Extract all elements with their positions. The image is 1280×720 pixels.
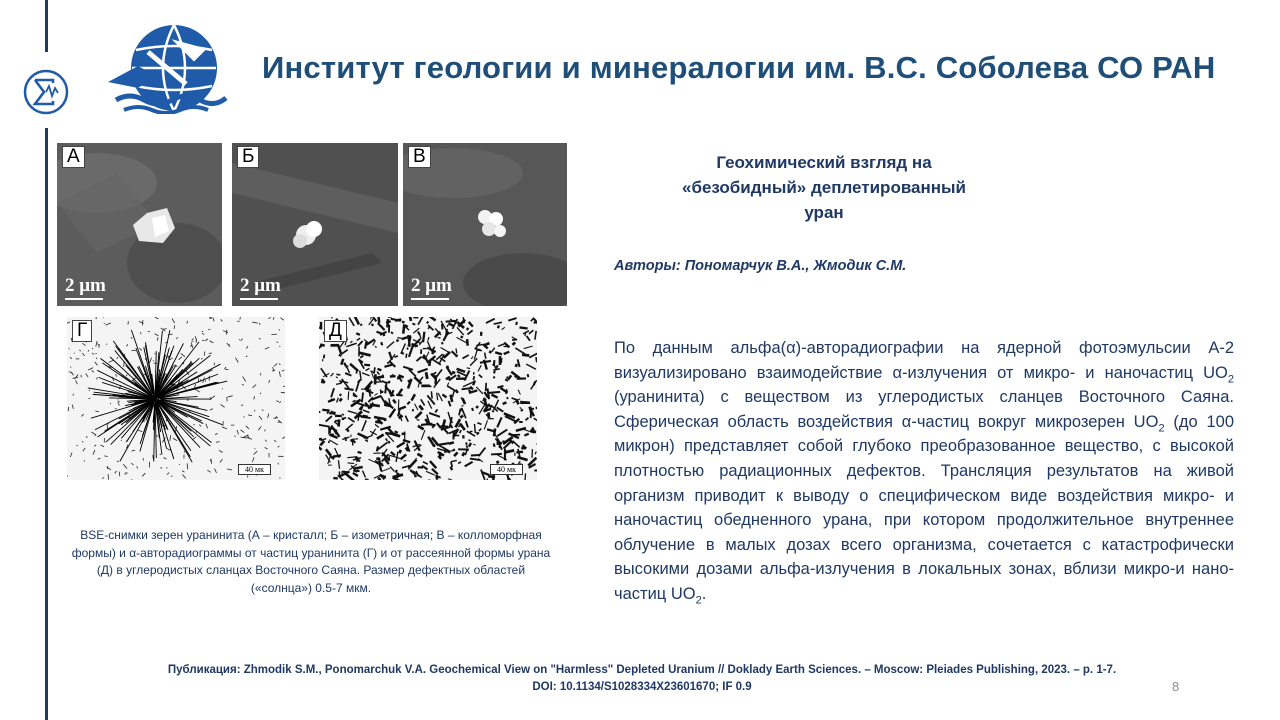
publication-reference [60, 662, 1224, 696]
emulsion-track [362, 392, 363, 402]
emulsion-track [439, 454, 442, 455]
body-part-3: (до 100 микрон) представляет собой глубоко преобразованное вещество, с высокой плотностью радиационных дефектов. Трансляция результатов на живой организм приводит к выводу о специфическом виде воздействия микро- и наночастиц обедненного урана, при котором продолжительное внутреннее облучение в малых дозах всего организма, сочетается с катастрофически высокими дозами альфа-излучения в локальных зонах, вблизи микро-и нано-частиц UO [614, 412, 1234, 603]
emulsion-track [492, 411, 494, 412]
emulsion-track [335, 420, 340, 421]
emulsion-track [525, 473, 526, 480]
left-accent-line-bottom [45, 128, 48, 720]
emulsion-track [368, 386, 370, 387]
emulsion-track [397, 338, 401, 339]
emulsion-track [436, 475, 437, 480]
emulsion-track [449, 442, 454, 444]
emulsion-track [528, 374, 529, 377]
scale-bar-a: 2 μm [65, 275, 106, 300]
emulsion-track [452, 372, 455, 373]
emulsion-track [458, 375, 460, 377]
emulsion-track [88, 350, 89, 352]
emulsion-track [328, 434, 334, 435]
emulsion-track [329, 441, 330, 443]
emulsion-track [473, 444, 475, 445]
emulsion-track [471, 455, 480, 456]
emulsion-track [320, 345, 325, 346]
emulsion-track [388, 441, 390, 442]
emulsion-track [472, 408, 473, 411]
emulsion-track [403, 324, 404, 333]
emulsion-track [469, 390, 471, 392]
emulsion-track [414, 476, 416, 477]
emulsion-track [525, 420, 527, 421]
autoradiogram-image-d [319, 317, 537, 480]
emulsion-track [381, 342, 382, 345]
body-part-2: (уранинита) с веществом из углеродистых сланцев Восточного Саяна. Сферическая область воздействия α-частиц вокруг микрозерен UO [614, 388, 1234, 431]
institute-title: Институт геологии и минералогии им. В.С. Соболева СО РАН [262, 50, 1216, 85]
emulsion-track [121, 440, 122, 441]
emulsion-track [407, 348, 408, 350]
emulsion-track [467, 449, 468, 451]
body-part-4: . [701, 584, 707, 603]
emulsion-track [353, 467, 362, 469]
emulsion-track [526, 418, 528, 420]
emulsion-track [462, 388, 472, 389]
emulsion-track [279, 346, 280, 347]
emulsion-track [339, 355, 342, 356]
emulsion-track [412, 323, 415, 324]
emulsion-track [421, 424, 432, 425]
panel-label-d: Д [324, 320, 347, 342]
emulsion-track [522, 355, 529, 356]
emulsion-track [377, 369, 381, 371]
emulsion-track [467, 328, 468, 330]
panel-label-b: Б [237, 146, 259, 168]
publication-citation: Публикация: Zhmodik S.M., Ponomarchuk V.A. Geochemical View on "Harmless" Depleted Uranium // Doklady Earth Sciences. – Moscow: Pleiades Publishing, 2023. – p. 1-7. [167, 664, 1117, 676]
publication-doi: DOI: 10.1134/S1028334X23601670; IF 0.9 [532, 681, 752, 693]
institute-globe-logo [108, 22, 228, 114]
article-authors: Авторы: Пономарчук В.А., Жмодик С.М. [614, 258, 907, 274]
panel-label-c: В [408, 146, 431, 168]
emulsion-track [333, 455, 341, 456]
emulsion-track [365, 342, 366, 349]
emulsion-track [467, 368, 470, 369]
emulsion-track [395, 431, 398, 432]
emulsion-track [520, 327, 528, 328]
emulsion-track [154, 353, 155, 354]
emulsion-track [340, 399, 342, 402]
page-number: 8 [1172, 679, 1180, 694]
emulsion-track [164, 458, 165, 459]
autoradiogram-image-g [67, 317, 285, 480]
emulsion-track [497, 386, 503, 388]
emulsion-track [340, 394, 341, 396]
emulsion-track [498, 325, 499, 328]
emulsion-track [387, 319, 388, 327]
emulsion-track [493, 372, 495, 373]
emulsion-track [396, 340, 398, 341]
emulsion-track [476, 406, 478, 408]
emulsion-track [352, 440, 353, 445]
left-accent-line-top [45, 0, 48, 52]
emulsion-track [235, 435, 236, 437]
emulsion-track [363, 416, 368, 417]
emulsion-track [467, 339, 468, 346]
emulsion-track [374, 367, 375, 373]
emulsion-track [405, 326, 408, 327]
emulsion-track [108, 474, 109, 480]
emulsion-track [512, 343, 515, 345]
emulsion-track [474, 424, 475, 433]
emulsion-track [506, 389, 507, 394]
emulsion-track [153, 361, 154, 362]
emulsion-track [494, 444, 495, 447]
emulsion-track [491, 454, 502, 455]
emulsion-track [473, 376, 474, 380]
body-sub-1: 2 [1227, 372, 1234, 385]
figure-caption: BSE-снимки зерен уранинита (А – кристалл; Б – изометричная; В – колломорфная формы) и α-авторадиограммы от частиц уранинита (Г) и от рассеянной формы урана (Д) в углеродистых сланцах Восточного Саяна. Размер дефектных областей («солнца») 0.5-7 мкм. [71, 528, 551, 595]
emulsion-track [104, 323, 105, 324]
emulsion-track [489, 392, 500, 393]
panel-label-a: А [62, 146, 85, 168]
emulsion-track [383, 332, 384, 336]
emulsion-track [383, 374, 384, 378]
emulsion-track [503, 402, 507, 404]
emulsion-track [407, 443, 408, 445]
emulsion-track [451, 395, 453, 402]
emulsion-track [426, 372, 427, 379]
emulsion-track [227, 397, 228, 401]
emulsion-track [521, 409, 522, 411]
emulsion-track [187, 463, 188, 469]
emulsion-track [345, 437, 346, 441]
emulsion-track [352, 439, 358, 440]
autoradiogram-panel-d [319, 317, 537, 480]
emulsion-track [489, 351, 491, 352]
emulsion-track [216, 442, 220, 443]
emulsion-track [448, 479, 452, 480]
emulsion-track [96, 358, 97, 359]
emulsion-track [530, 407, 532, 415]
emulsion-track [533, 408, 534, 410]
bse-panel-c [403, 143, 567, 306]
emulsion-track [461, 406, 463, 407]
bse-panel-b [232, 143, 398, 306]
emulsion-track [336, 374, 340, 375]
emulsion-track [392, 390, 394, 394]
emulsion-track [516, 322, 517, 325]
scale-bar-c: 2 μm [411, 275, 452, 300]
emulsion-track [453, 449, 455, 450]
emulsion-track [431, 391, 432, 398]
emulsion-track [370, 405, 380, 407]
emulsion-track [334, 430, 337, 431]
emulsion-track [279, 329, 280, 330]
emulsion-track [442, 342, 443, 344]
scale-bar-b: 2 μm [240, 275, 281, 300]
scale-bar-g: 40 мк [238, 464, 271, 475]
body-part-1: По данным альфа(α)-авторадиографии на ядерной фотоэмульсии А-2 визуализировано взаимодействие α-излучения от микро- и наночастиц UO [614, 339, 1234, 382]
emulsion-track [456, 348, 457, 353]
emulsion-track [375, 374, 376, 384]
emulsion-track [403, 321, 404, 323]
emulsion-track [462, 453, 464, 456]
emulsion-track [356, 333, 360, 334]
emulsion-track [372, 324, 373, 326]
emulsion-track [497, 352, 500, 353]
article-title: Геохимический взгляд на «безобидный» деплетированный уран [681, 153, 967, 222]
emulsion-track [68, 407, 69, 411]
emulsion-track [406, 354, 407, 358]
body-sub-2: 2 [1158, 422, 1165, 435]
emulsion-track [505, 379, 508, 380]
emulsion-track [488, 412, 489, 418]
article-body [614, 336, 1234, 607]
emulsion-track [520, 401, 530, 402]
emulsion-track [324, 355, 325, 359]
emulsion-track [340, 382, 342, 383]
emulsion-track [348, 391, 349, 399]
autoradiogram-panel-g [67, 317, 285, 480]
emulsion-track [438, 337, 441, 338]
emulsion-track [451, 462, 452, 467]
emulsion-track [451, 467, 452, 470]
emulsion-track [468, 440, 470, 441]
emulsion-track [486, 383, 487, 391]
emulsion-track [409, 317, 411, 321]
emulsion-track [502, 441, 506, 442]
emulsion-track [271, 334, 276, 335]
sigma-logo-icon [22, 68, 70, 116]
emulsion-track [516, 364, 517, 367]
emulsion-track [364, 365, 370, 366]
emulsion-track [254, 448, 255, 449]
emulsion-track [278, 422, 281, 423]
emulsion-track [427, 322, 429, 324]
emulsion-track [461, 336, 462, 338]
bse-panel-a [57, 143, 222, 306]
emulsion-track [460, 416, 463, 418]
emulsion-track [107, 424, 108, 429]
emulsion-track [387, 362, 389, 363]
panel-label-g: Г [72, 320, 92, 342]
emulsion-track [399, 450, 401, 453]
emulsion-track [466, 447, 468, 448]
emulsion-track [488, 476, 495, 477]
emulsion-track [388, 381, 390, 382]
emulsion-track [378, 317, 379, 323]
emulsion-track [499, 446, 500, 448]
emulsion-track [396, 470, 397, 473]
scale-bar-d: 40 мк [490, 464, 523, 475]
emulsion-track [504, 346, 510, 347]
emulsion-track [74, 353, 75, 354]
emulsion-track [347, 430, 349, 431]
emulsion-track [239, 339, 240, 340]
emulsion-track [361, 324, 362, 326]
emulsion-track [536, 357, 537, 362]
emulsion-track [95, 435, 96, 436]
emulsion-track [92, 348, 93, 349]
emulsion-track [470, 431, 473, 432]
emulsion-track [358, 452, 362, 453]
body-sub-3: 2 [695, 594, 702, 607]
emulsion-track [391, 332, 393, 333]
